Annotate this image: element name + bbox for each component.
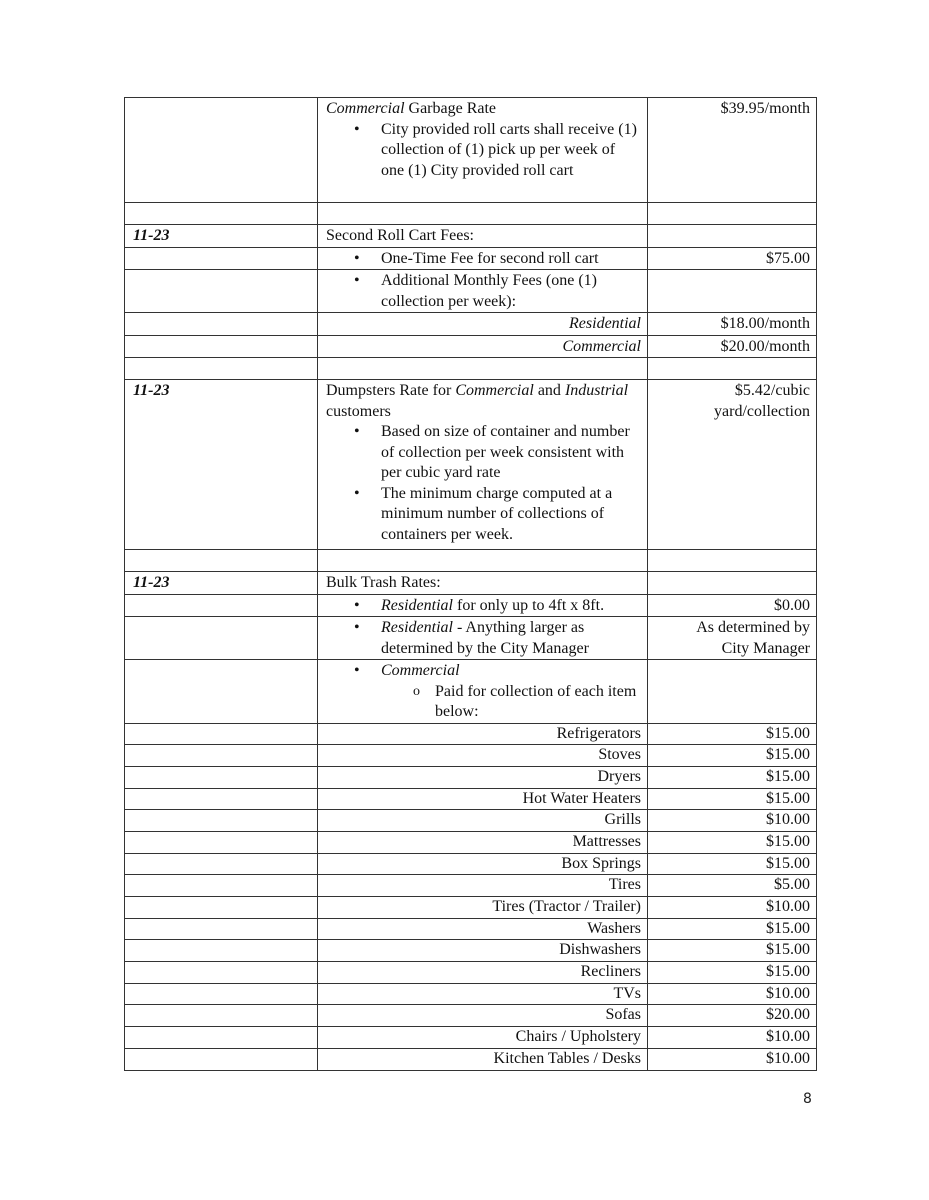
table-row: [125, 313, 817, 336]
item-rate: $10.00: [648, 897, 817, 919]
description-cell: [318, 380, 648, 550]
rate-cell: $20.00/month: [648, 335, 817, 358]
table-row-spacer: [125, 203, 817, 225]
commercial-label: Commercial: [381, 662, 460, 679]
list-item: • Based on size of container and number of collection per week consistent with per cubic yard rate: [381, 422, 641, 484]
code-cell: [125, 98, 318, 203]
list-item: • City provided roll carts shall receive (1) collection of (1) pick up per week of one (1) City provided roll cart: [381, 120, 641, 182]
title-suffix: customers: [326, 402, 391, 420]
table-row: [125, 380, 817, 550]
item-name: Dishwashers: [318, 940, 648, 962]
code-cell: 11-23: [125, 225, 318, 248]
item-name: Washers: [318, 918, 648, 940]
garbage-rate-title: Garbage Rate: [404, 100, 497, 117]
list-item: • One-Time Fee for second roll cart: [381, 249, 641, 270]
item-rate: $5.00: [648, 875, 817, 897]
code-cell: [125, 594, 318, 617]
item-rate: $15.00: [648, 745, 817, 767]
bullet-list: [326, 422, 641, 545]
rate-cell: $75.00: [648, 247, 817, 270]
dumpsters-title: Dumpsters Rate for: [326, 382, 456, 399]
table-row: [125, 335, 817, 358]
table-row: [125, 1027, 817, 1049]
item-name: Dryers: [318, 766, 648, 788]
description-cell: [318, 617, 648, 660]
description-cell: Second Roll Cart Fees:: [318, 225, 648, 248]
table-row: [125, 98, 817, 203]
item-name: Kitchen Tables / Desks: [318, 1048, 648, 1070]
description-cell: [318, 98, 648, 203]
table-row: [125, 745, 817, 767]
rate-cell: $0.00: [648, 594, 817, 617]
table-row: [125, 723, 817, 745]
rate-cell: $5.42/cubic yard/collection: [648, 380, 817, 550]
code-cell: 11-23: [125, 572, 318, 595]
list-item: [381, 618, 641, 659]
table-row: [125, 225, 817, 248]
commercial-label: Commercial: [455, 382, 534, 399]
item-rate: $10.00: [648, 1048, 817, 1070]
item-name: Tires (Tractor / Trailer): [318, 897, 648, 919]
code-cell: [125, 313, 318, 336]
item-name: Grills: [318, 810, 648, 832]
rate-cell: As determined by City Manager: [648, 617, 817, 660]
list-item: [381, 596, 641, 617]
table-row-spacer: [125, 550, 817, 572]
table-row: [125, 572, 817, 595]
item-rate: $15.00: [648, 918, 817, 940]
code-cell: [125, 617, 318, 660]
item-rate: $10.00: [648, 810, 817, 832]
item-rate: $15.00: [648, 853, 817, 875]
residential-large-desc: - Anything larger as determined by the City Manager: [381, 619, 589, 657]
description-cell: [318, 660, 648, 724]
title-connector: and: [533, 382, 565, 399]
code-cell: [125, 270, 318, 313]
rate-cell: [648, 660, 817, 724]
item-name: Hot Water Heaters: [318, 788, 648, 810]
rate-cell: [648, 270, 817, 313]
list-item: [381, 661, 641, 723]
description-cell: [318, 270, 648, 313]
table-row-spacer: [125, 358, 817, 380]
item-name: Box Springs: [318, 853, 648, 875]
description-cell: Bulk Trash Rates:: [318, 572, 648, 595]
residential-label: Residential: [381, 596, 453, 614]
item-rate: $10.00: [648, 983, 817, 1005]
item-rate: $10.00: [648, 1027, 817, 1049]
table-row: [125, 983, 817, 1005]
table-row: [125, 918, 817, 940]
bullet-list: [326, 120, 641, 182]
table-row: [125, 788, 817, 810]
table-row: [125, 962, 817, 984]
item-rate: $15.00: [648, 940, 817, 962]
page-number: 8: [803, 1091, 812, 1107]
table-row: [125, 810, 817, 832]
table-row: [125, 766, 817, 788]
rate-cell: [648, 572, 817, 595]
item-rate: $20.00: [648, 1005, 817, 1027]
table-row: [125, 247, 817, 270]
rate-cell: $39.95/month: [648, 98, 817, 203]
code-cell: [125, 660, 318, 724]
item-name: Tires: [318, 875, 648, 897]
code-cell: 11-23: [125, 380, 318, 550]
table-row: [125, 660, 817, 724]
description-cell: [318, 247, 648, 270]
item-name: Mattresses: [318, 831, 648, 853]
description-cell: [318, 594, 648, 617]
industrial-label: Industrial: [564, 382, 629, 399]
item-rate: $15.00: [648, 788, 817, 810]
commercial-label: Commercial: [326, 100, 405, 117]
list-item: • Additional Monthly Fees (one (1) collection per week):: [381, 271, 641, 312]
rate-cell: [648, 225, 817, 248]
description-cell: Commercial: [318, 335, 648, 358]
item-name: Recliners: [318, 962, 648, 984]
table-row: [125, 270, 817, 313]
table-row: [125, 1005, 817, 1027]
code-cell: [125, 247, 318, 270]
residential-label: Residential: [381, 619, 453, 636]
sub-list-item: o Paid for collection of each item below:: [435, 682, 641, 723]
table-row: [125, 897, 817, 919]
table-row: [125, 940, 817, 962]
item-name: Stoves: [318, 745, 648, 767]
fee-schedule-table: [124, 97, 817, 1071]
sub-list: [381, 682, 641, 723]
item-name: Chairs / Upholstery: [318, 1027, 648, 1049]
item-rate: $15.00: [648, 766, 817, 788]
table-row: [125, 617, 817, 660]
list-item: • The minimum charge computed at a minimum number of collections of containers per week.: [381, 484, 641, 546]
item-rate: $15.00: [648, 831, 817, 853]
item-name: Sofas: [318, 1005, 648, 1027]
rate-cell: $18.00/month: [648, 313, 817, 336]
table-row: [125, 831, 817, 853]
item-rate: $15.00: [648, 723, 817, 745]
table-row: [125, 1048, 817, 1070]
residential-small-desc: for only up to 4ft x 8ft.: [452, 596, 605, 614]
table-row: [125, 853, 817, 875]
table-row: [125, 875, 817, 897]
table-row: [125, 594, 817, 617]
description-cell: Residential: [318, 313, 648, 336]
item-rate: $15.00: [648, 962, 817, 984]
code-cell: [125, 335, 318, 358]
item-name: Refrigerators: [318, 723, 648, 745]
item-name: TVs: [318, 983, 648, 1005]
